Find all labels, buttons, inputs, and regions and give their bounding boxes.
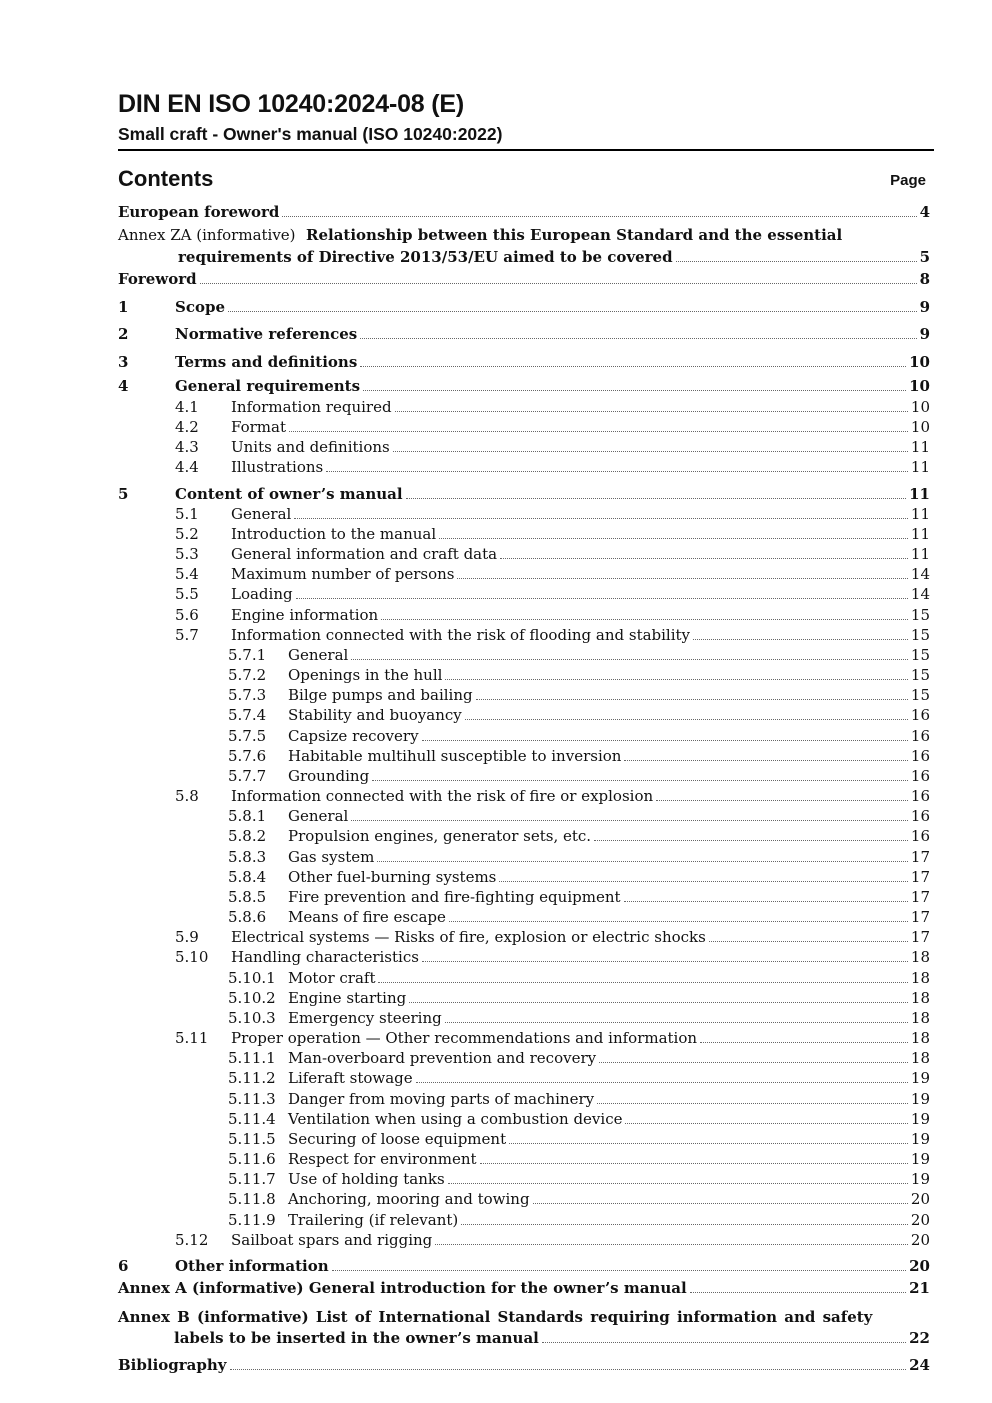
toc-entry-label: Grounding [288,767,370,785]
toc-entry-number: 5.6 [175,606,199,624]
toc-entry-number: 5.8.6 [228,908,267,926]
leader-dots [200,269,917,284]
toc-entry-label: Maximum number of persons [231,565,455,583]
toc-entry-page: 20 [910,1211,930,1229]
toc-entry-number: 5.11.4 [228,1110,276,1128]
toc-entry-label: Normative references [175,325,358,343]
leader-dots [594,826,908,841]
toc-entry-5-11-3[interactable] [118,1089,930,1109]
toc-entry-page: 9 [919,298,930,316]
toc-entry-label: Use of holding tanks [288,1170,445,1188]
toc-entry-annex-za-line1[interactable] [118,225,878,245]
toc-entry-number: 5.7.6 [228,747,267,765]
toc-entry-page: 18 [910,1029,930,1047]
toc-entry-label: Bibliography [118,1356,227,1374]
toc-entry-annex-a[interactable] [118,1278,930,1298]
toc-entry-1[interactable] [118,297,930,317]
leader-dots [381,605,908,620]
toc-entry-5-7-5[interactable] [118,726,930,746]
toc-entry-label: Proper operation — Other recommendations and information [231,1029,698,1047]
toc-entry-number: 4 [118,377,129,395]
toc-entry-5-2[interactable] [118,524,930,544]
contents-title: Contents [118,166,214,191]
toc-entry-5-11-2[interactable] [118,1068,930,1088]
leader-dots [360,324,916,339]
leader-dots [449,907,908,922]
toc-entry-5-6[interactable] [118,605,930,625]
toc-entry-number: 5.10 [175,948,209,966]
toc-entry-page: 11 [910,505,930,523]
leader-dots [416,1068,908,1083]
toc-entry-5-11-7[interactable] [118,1169,930,1189]
toc-entry-label: Terms and definitions [175,353,358,371]
toc-entry-page: 10 [910,418,930,436]
toc-entry-label: Units and definitions [231,438,390,456]
leader-dots [624,887,908,902]
toc-entry-number: 5.8.5 [228,888,267,906]
toc-entry-page: 15 [910,646,930,664]
toc-entry-page: 10 [909,353,930,371]
toc-entry-label: Scope [175,298,226,316]
toc-entry-number: 5.7.7 [228,767,267,785]
toc-entry-label: General information and craft data [231,545,498,563]
toc-entry-page: 18 [910,969,930,987]
toc-entry-label: Gas system [288,848,375,866]
leader-dots [448,1169,908,1184]
toc-entry-5-11-4[interactable] [118,1109,930,1129]
leader-dots [690,1278,906,1293]
toc-entry-number: 5.11.7 [228,1170,276,1188]
toc-entry-4[interactable] [118,376,930,396]
toc-entry-label: Loading [231,585,293,603]
toc-entry-number: 1 [118,298,129,316]
leader-dots [700,1028,908,1043]
toc-entry-page: 18 [910,1049,930,1067]
toc-entry-annex-b-line2[interactable] [118,1328,930,1348]
leader-dots [499,867,908,882]
toc-entry-number: 5.11.5 [228,1130,276,1148]
toc-entry-page: 18 [910,948,930,966]
toc-entry-label: General [231,505,292,523]
toc-entry-page: 20 [910,1231,930,1249]
toc-entry-4-3[interactable] [118,437,930,457]
toc-entry-label: Engine starting [288,989,407,1007]
toc-entry-page: 11 [910,438,930,456]
toc-entry-number: 5.10.3 [228,1009,276,1027]
toc-entry-label: Other fuel-burning systems [288,868,497,886]
annex-za-title-line1: Relationship between this European Standard and the essential [306,226,843,244]
toc-entry-foreword[interactable] [118,269,930,289]
leader-dots [500,544,908,559]
leader-dots [533,1189,908,1204]
toc-entry-label: Capsize recovery [288,727,419,745]
toc-entry-page: 16 [910,787,930,805]
leader-dots [332,1256,906,1271]
toc-entry-label: Handling characteristics [231,948,419,966]
toc-entry-number: 5.11.1 [228,1049,276,1067]
toc-entry-label: Content of owner’s manual [175,485,403,503]
toc-entry-number: 5.11.6 [228,1150,276,1168]
toc-entry-label: Information connected with the risk of fire or explosion [231,787,654,805]
toc-entry-label: Emergency steering [288,1009,442,1027]
toc-entry-label: General [288,807,349,825]
toc-entry-label: Means of fire escape [288,908,446,926]
toc-entry-number: 5.7 [175,626,199,644]
leader-dots [709,927,908,942]
toc-entry-page: 14 [910,565,930,583]
leader-dots [294,504,908,519]
toc-entry-page: 21 [909,1279,930,1297]
toc-entry-5-4[interactable] [118,564,930,584]
leader-dots [445,665,907,680]
leader-dots [395,397,908,412]
toc-entry-number: 5.11 [175,1029,209,1047]
toc-entry-2[interactable] [118,324,930,344]
toc-entry-page: 17 [910,848,930,866]
toc-entry-number: 5.3 [175,545,199,563]
toc-entry-number: 5.7.5 [228,727,267,745]
toc-entry-5-3[interactable] [118,544,930,564]
document-title: DIN EN ISO 10240:2024-08 (E) [118,90,464,118]
toc-entry-page: 11 [909,485,930,503]
toc-entry-label: Man-overboard prevention and recovery [288,1049,597,1067]
toc-entry-5-11-5[interactable] [118,1129,930,1149]
document-subtitle: Small craft - Owner's manual (ISO 10240:2022) [118,124,503,144]
toc-entry-page: 15 [910,606,930,624]
toc-entry-5-11-6[interactable] [118,1149,930,1169]
leader-dots [377,847,908,862]
toc-entry-page: 16 [910,807,930,825]
toc-entry-5-7-6[interactable] [118,746,930,766]
toc-entry-page: 5 [919,248,930,266]
toc-entry-page: 18 [910,1009,930,1027]
toc-entry-5-8-2[interactable] [118,826,930,846]
toc-entry-5-11-8[interactable] [118,1189,930,1209]
toc-entry-page: 16 [910,767,930,785]
leader-dots [409,988,908,1003]
leader-dots [542,1328,906,1343]
leader-dots [360,352,906,367]
toc-entry-page: 16 [910,706,930,724]
toc-entry-page: 11 [910,545,930,563]
toc-entry-5-12[interactable] [118,1230,930,1250]
toc-entry-page: 10 [910,398,930,416]
toc-entry-5-7-4[interactable] [118,705,930,725]
annex-za-prefix: Annex ZA (informative) [118,226,296,244]
toc-entry-5-9[interactable] [118,927,930,947]
toc-entry-number: 5.11.9 [228,1211,276,1229]
toc-entry-page: 15 [910,686,930,704]
toc-entry-number: 5.11.3 [228,1090,276,1108]
leader-dots [296,584,908,599]
toc-entry-label: Trailering (if relevant) [288,1211,459,1229]
toc-entry-label: Anchoring, mooring and towing [288,1190,530,1208]
leader-dots [476,685,908,700]
leader-dots [422,947,908,962]
toc-entry-number: 5.11.8 [228,1190,276,1208]
toc-entry-page: 15 [910,666,930,684]
toc-entry-label: Illustrations [231,458,324,476]
toc-entry-number: 4.1 [175,398,199,416]
toc-entry-5-8-5[interactable] [118,887,930,907]
toc-entry-label: Information required [231,398,392,416]
toc-entry-5-8-4[interactable] [118,867,930,887]
toc-entry-label: Introduction to the manual [231,525,437,543]
toc-entry-5-8-6[interactable] [118,907,930,927]
toc-entry-5-11[interactable] [118,1028,930,1048]
toc-entry-number: 5.11.2 [228,1069,276,1087]
toc-entry-page: 8 [919,270,930,288]
toc-entry-page: 17 [910,888,930,906]
leader-dots [351,645,908,660]
toc-entry-number: 4.2 [175,418,199,436]
toc-entry-5-10-3[interactable] [118,1008,930,1028]
leader-dots [378,968,907,983]
toc-entry-label: Danger from moving parts of machinery [288,1090,595,1108]
toc-entry-label: Sailboat spars and rigging [231,1231,433,1249]
toc-entry-page: 18 [910,989,930,1007]
toc-entry-number: 4.4 [175,458,199,476]
toc-entry-number: 5.10.2 [228,989,276,1007]
annex-b-title-line1: Annex B (informative) List of International Standards requiring information and safety [118,1308,873,1326]
leader-dots [480,1149,908,1164]
toc-entry-number: 5.8 [175,787,199,805]
toc-entry-5-8[interactable] [118,786,930,806]
toc-entry-4-1[interactable] [118,397,930,417]
toc-entry-number: 5.8.3 [228,848,267,866]
toc-entry-number: 5.7.2 [228,666,267,684]
toc-entry-5-7[interactable] [118,625,930,645]
toc-entry-european-foreword[interactable] [118,202,930,222]
toc-entry-label: Information connected with the risk of flooding and stability [231,626,691,644]
toc-entry-label: Other information [175,1257,329,1275]
leader-dots [435,1230,908,1245]
toc-entry-4-2[interactable] [118,417,930,437]
leader-dots [676,247,917,262]
toc-entry-label: Engine information [231,606,379,624]
leader-dots [282,202,916,217]
leader-dots [228,297,917,312]
leader-dots [693,625,908,640]
toc-entry-5-5[interactable] [118,584,930,604]
toc-entry-label: Motor craft [288,969,376,987]
toc-entry-number: 5.7.4 [228,706,267,724]
toc-entry-page: 19 [910,1170,930,1188]
toc-entry-bibliography[interactable] [118,1355,930,1375]
toc-entry-label: Respect for environment [288,1150,477,1168]
toc-entry-page: 20 [909,1257,930,1275]
toc-entry-label: Propulsion engines, generator sets, etc. [288,827,592,845]
toc-entry-annex-b-line1[interactable] [118,1307,878,1327]
toc-entry-5-10[interactable] [118,947,930,967]
toc-entry-number: 5.8.4 [228,868,267,886]
toc-entry-label: General requirements [175,377,361,395]
toc-entry-page: 19 [910,1090,930,1108]
annex-b-title-line2: labels to be inserted in the owner’s manual [174,1329,539,1347]
toc-entry-number: 2 [118,325,129,343]
toc-entry-page: 14 [910,585,930,603]
toc-entry-5-8-3[interactable] [118,847,930,867]
toc-entry-page: 9 [919,325,930,343]
toc-entry-number: 5.4 [175,565,199,583]
toc-entry-number: 5.9 [175,928,199,946]
toc-entry-page: 22 [909,1329,930,1347]
toc-entry-5-7-2[interactable] [118,665,930,685]
leader-dots [363,376,906,391]
toc-entry-5-7-3[interactable] [118,685,930,705]
toc-entry-label: Foreword [118,270,197,288]
toc-entry-page: 16 [910,727,930,745]
toc-entry-label: Securing of loose equipment [288,1130,507,1148]
toc-entry-number: 5.5 [175,585,199,603]
toc-entry-4-4[interactable] [118,457,930,477]
leader-dots [230,1355,907,1370]
leader-dots [656,786,908,801]
toc-entry-page: 16 [910,827,930,845]
toc-entry-label: Format [231,418,286,436]
toc-entry-page: 15 [910,626,930,644]
toc-entry-page: 11 [910,458,930,476]
toc-entry-label: Annex A (informative) General introduction for the owner’s manual [118,1279,687,1297]
toc-entry-label: Bilge pumps and bailing [288,686,473,704]
leader-dots [422,726,908,741]
toc-entry-page: 19 [910,1130,930,1148]
leader-dots [465,705,908,720]
toc-entry-number: 5.2 [175,525,199,543]
leader-dots [625,1109,907,1124]
leader-dots [624,746,907,761]
toc-entry-5-11-9[interactable] [118,1210,930,1230]
toc-entry-number: 6 [118,1257,129,1275]
annex-za-title-line2: requirements of Directive 2013/53/EU aimed to be covered [178,248,673,266]
toc-entry-label: Habitable multihull susceptible to inversion [288,747,622,765]
toc-entry-annex-za-line2[interactable] [118,247,930,267]
toc-entry-page: 19 [910,1150,930,1168]
toc-entry-page: 16 [910,747,930,765]
toc-entry-3[interactable] [118,352,930,372]
toc-entry-label: Fire prevention and fire-fighting equipment [288,888,621,906]
toc-entry-label: Ventilation when using a combustion device [288,1110,623,1128]
toc-entry-5-8-1[interactable] [118,806,930,826]
toc-entry-5-7-1[interactable] [118,645,930,665]
toc-entry-number: 5.12 [175,1231,209,1249]
toc-entry-label: Liferaft stowage [288,1069,413,1087]
toc-entry-label: General [288,646,349,664]
leader-dots [597,1089,908,1104]
leader-dots [289,417,908,432]
toc-entry-5-10-2[interactable] [118,988,930,1008]
toc-entry-page: 10 [909,377,930,395]
toc-entry-page: 19 [910,1069,930,1087]
toc-entry-number: 5.1 [175,505,199,523]
toc-entry-page: 19 [910,1110,930,1128]
toc-entry-number: 5.7.1 [228,646,267,664]
toc-entry-page: 17 [910,868,930,886]
toc-entry-number: 5.8.2 [228,827,267,845]
leader-dots [393,437,908,452]
toc-entry-number: 3 [118,353,129,371]
leader-dots [599,1048,908,1063]
toc-entry-page: 17 [910,908,930,926]
leader-dots [445,1008,908,1023]
toc-entry-5-7-7[interactable] [118,766,930,786]
toc-entry-label: Stability and buoyancy [288,706,462,724]
toc-entry-number: 5.7.3 [228,686,267,704]
toc-entry-label: Openings in the hull [288,666,443,684]
toc-entry-label: Electrical systems — Risks of fire, explosion or electric shocks [231,928,706,946]
toc-entry-6[interactable] [118,1256,930,1276]
toc-entry-5[interactable] [118,484,930,504]
leader-dots [351,806,908,821]
toc-entry-label: European foreword [118,203,280,221]
page-column-label: Page [890,172,926,189]
toc-entry-page: 24 [909,1356,930,1374]
toc-entry-number: 5.10.1 [228,969,276,987]
toc-entry-5-11-1[interactable] [118,1048,930,1068]
toc-entry-number: 5 [118,485,129,503]
leader-dots [457,564,907,579]
toc-entry-number: 5.8.1 [228,807,267,825]
leader-dots [326,457,908,472]
leader-dots [439,524,908,539]
toc-entry-5-10-1[interactable] [118,968,930,988]
leader-dots [372,766,908,781]
toc-entry-page: 11 [910,525,930,543]
toc-entry-number: 4.3 [175,438,199,456]
toc-entry-page: 20 [910,1190,930,1208]
toc-entry-5-1[interactable] [118,504,930,524]
toc-entry-page: 17 [910,928,930,946]
leader-dots [406,484,907,499]
leader-dots [461,1210,908,1225]
leader-dots [509,1129,908,1144]
toc-entry-page: 4 [919,203,930,221]
